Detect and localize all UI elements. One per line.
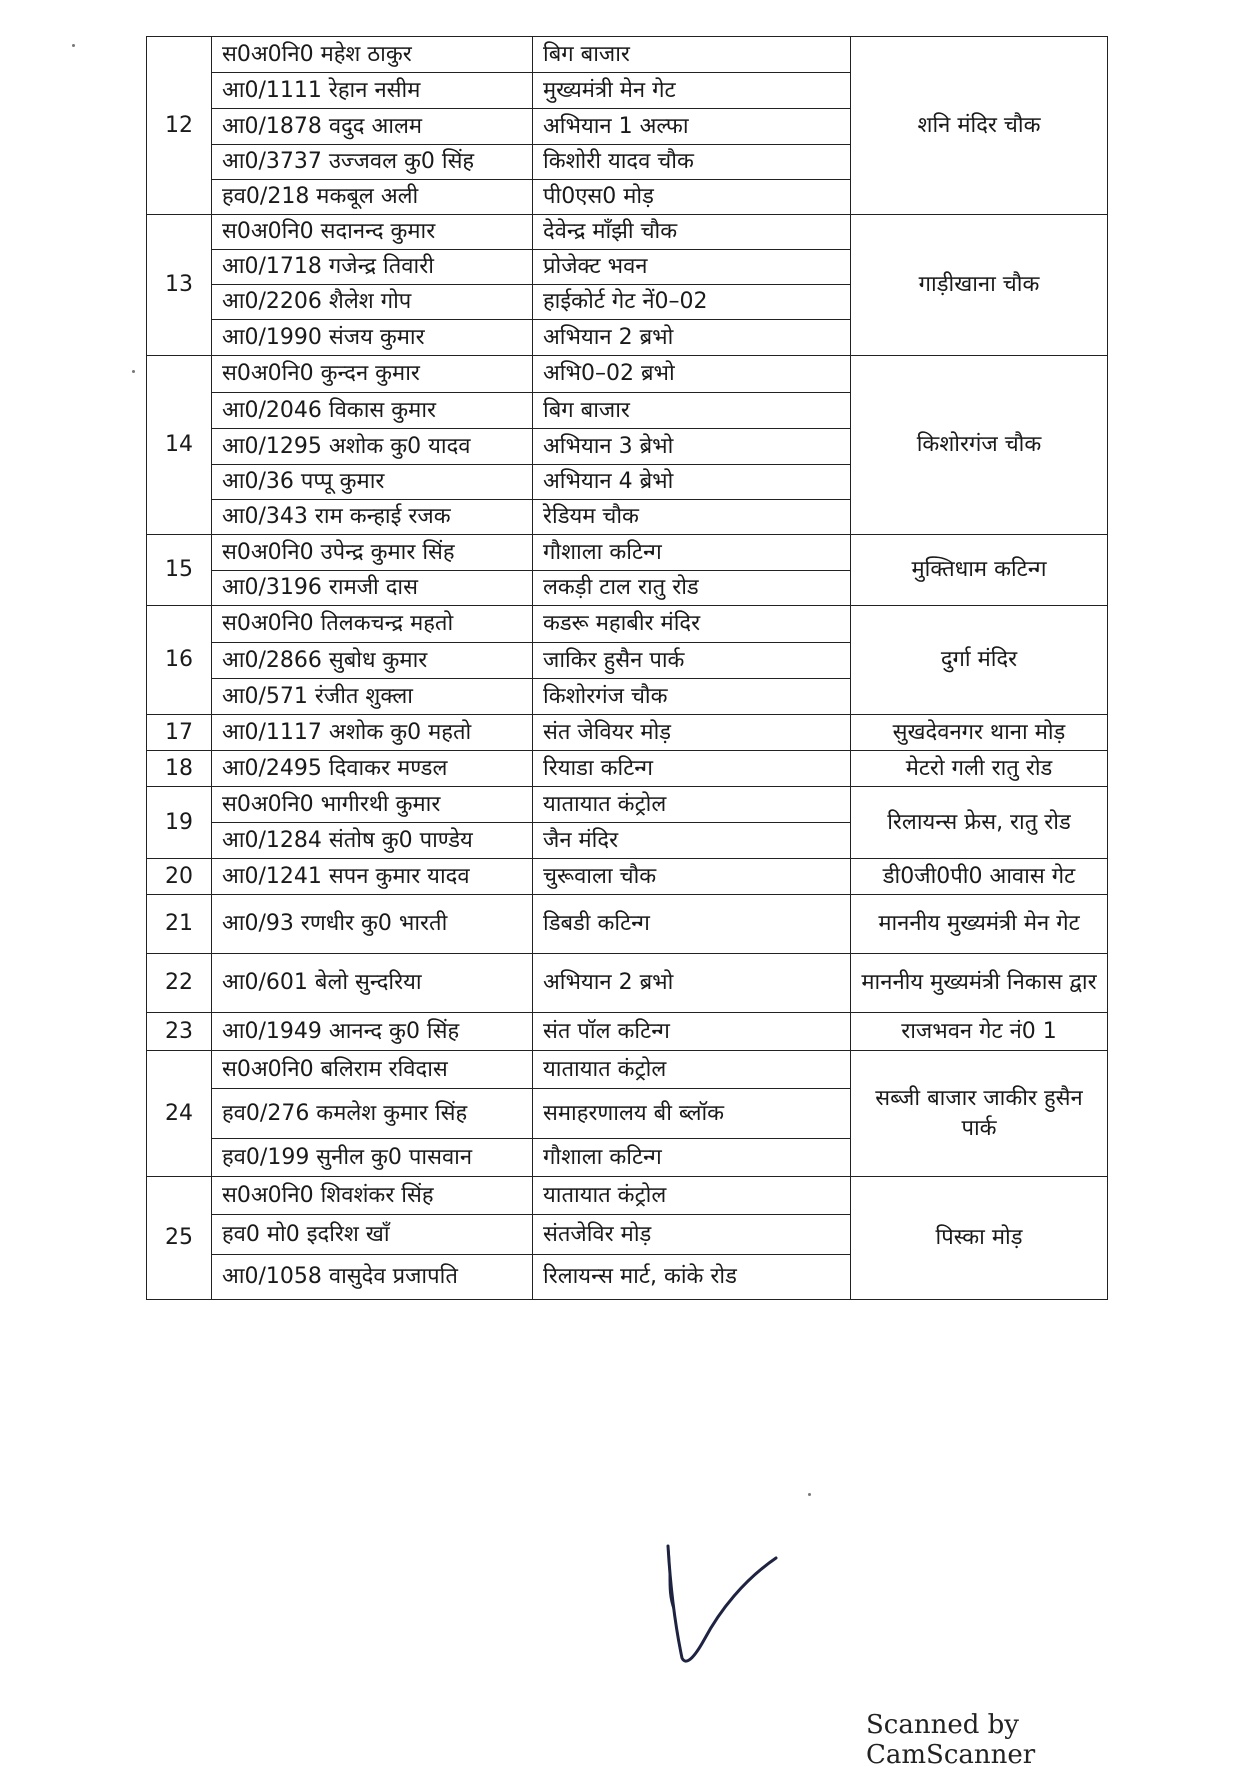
officer-name: आ0/1878 वदुद आलम xyxy=(212,109,533,145)
duty-location: संत जेवियर मोड़ xyxy=(533,715,851,751)
serial-number: 16 xyxy=(147,606,212,715)
table-row xyxy=(147,1051,1108,1089)
duty-location: जैन मंदिर xyxy=(533,823,851,859)
duty-location: रियाडा कटिन्ग xyxy=(533,751,851,787)
assigned-post: किशोरगंज चौक xyxy=(851,356,1108,535)
duty-location: अभि0–02 ब्रभो xyxy=(533,356,851,393)
assigned-post: पिस्का मोड़ xyxy=(851,1177,1108,1300)
duty-location: रिलायन्स मार्ट, कांके रोड xyxy=(533,1255,851,1300)
officer-name: आ0/1990 संजय कुमार xyxy=(212,320,533,356)
officer-name: आ0/343 राम कन्हाई रजक xyxy=(212,500,533,535)
table-row xyxy=(147,215,1108,250)
duty-location: लकड़ी टाल रातु रोड xyxy=(533,571,851,606)
officer-name: आ0/2046 विकास कुमार xyxy=(212,393,533,429)
serial-number: 13 xyxy=(147,215,212,356)
duty-location: अभियान 4 ब्रेभो xyxy=(533,465,851,500)
officer-name: स0अ0नि0 तिलकचन्द्र महतो xyxy=(212,606,533,643)
duty-location: जाकिर हुसैन पार्क xyxy=(533,643,851,679)
duty-location: चुरूवाला चौक xyxy=(533,859,851,895)
serial-number: 15 xyxy=(147,535,212,606)
table-row xyxy=(147,787,1108,823)
roster-body xyxy=(147,37,1108,1300)
serial-number: 23 xyxy=(147,1013,212,1051)
scan-speck xyxy=(132,370,135,373)
duty-location: प्रोजेक्ट भवन xyxy=(533,250,851,285)
duty-location: किशोरगंज चौक xyxy=(533,679,851,715)
officer-name: स0अ0नि0 सदानन्द कुमार xyxy=(212,215,533,250)
duty-location: अभियान 3 ब्रेभो xyxy=(533,429,851,465)
assigned-post: मेटरो गली रातु रोड xyxy=(851,751,1108,787)
duty-location: अभियान 2 ब्रभो xyxy=(533,320,851,356)
officer-name: आ0/1241 सपन कुमार यादव xyxy=(212,859,533,895)
officer-name: आ0/3196 रामजी दास xyxy=(212,571,533,606)
officer-name: आ0/36 पप्पू कुमार xyxy=(212,465,533,500)
duty-location: हाईकोर्ट गेट नें0–02 xyxy=(533,285,851,320)
officer-name: हव0/276 कमलेश कुमार सिंह xyxy=(212,1089,533,1139)
serial-number: 14 xyxy=(147,356,212,535)
officer-name: आ0/1284 संतोष कु0 पाण्डेय xyxy=(212,823,533,859)
table-row xyxy=(147,37,1108,73)
officer-name: स0अ0नि0 भागीरथी कुमार xyxy=(212,787,533,823)
duty-location: अभियान 2 ब्रभो xyxy=(533,954,851,1013)
officer-name: आ0/571 रंजीत शुक्ला xyxy=(212,679,533,715)
officer-name: आ0/2206 शैलेश गोप xyxy=(212,285,533,320)
table-row xyxy=(147,859,1108,895)
duty-location: पी0एस0 मोड़ xyxy=(533,180,851,215)
scanner-watermark: Scanned by CamScanner xyxy=(866,1710,1036,1770)
officer-name: आ0/3737 उज्जवल कु0 सिंह xyxy=(212,145,533,180)
table-row xyxy=(147,751,1108,787)
duty-location: गौशाला कटिन्ग xyxy=(533,535,851,571)
assigned-post: सुखदेवनगर थाना मोड़ xyxy=(851,715,1108,751)
officer-name: आ0/1111 रेहान नसीम xyxy=(212,73,533,109)
duty-location: बिग बाजार xyxy=(533,393,851,429)
officer-name: आ0/93 रणधीर कु0 भारती xyxy=(212,895,533,954)
assigned-post: रिलायन्स फ्रेस, रातु रोड xyxy=(851,787,1108,859)
duty-location: समाहरणालय बी ब्लॉक xyxy=(533,1089,851,1139)
serial-number: 24 xyxy=(147,1051,212,1177)
officer-name: आ0/2866 सुबोध कुमार xyxy=(212,643,533,679)
table-row xyxy=(147,606,1108,643)
signature-tick-mark xyxy=(660,1540,780,1670)
duty-roster-table xyxy=(146,36,1108,1300)
officer-name: स0अ0नि0 महेश ठाकुर xyxy=(212,37,533,73)
duty-location: गौशाला कटिन्ग xyxy=(533,1139,851,1177)
assigned-post: सब्जी बाजार जाकीर हुसैन पार्क xyxy=(851,1051,1108,1177)
assigned-post: मुक्तिधाम कटिन्ग xyxy=(851,535,1108,606)
officer-name: आ0/2495 दिवाकर मण्डल xyxy=(212,751,533,787)
assigned-post: माननीय मुख्यमंत्री निकास द्वार xyxy=(851,954,1108,1013)
table-row xyxy=(147,535,1108,571)
duty-location: यातायात कंट्रोल xyxy=(533,787,851,823)
table-row xyxy=(147,1177,1108,1215)
assigned-post: दुर्गा मंदिर xyxy=(851,606,1108,715)
duty-location: बिग बाजार xyxy=(533,37,851,73)
duty-location: किशोरी यादव चौक xyxy=(533,145,851,180)
assigned-post: माननीय मुख्यमंत्री मेन गेट xyxy=(851,895,1108,954)
serial-number: 18 xyxy=(147,751,212,787)
officer-name: आ0/1058 वासुदेव प्रजापति xyxy=(212,1255,533,1300)
officer-name: स0अ0नि0 उपेन्द्र कुमार सिंह xyxy=(212,535,533,571)
duty-location: मुख्यमंत्री मेन गेट xyxy=(533,73,851,109)
duty-location: संतजेविर मोड़ xyxy=(533,1215,851,1255)
assigned-post: शनि मंदिर चौक xyxy=(851,37,1108,215)
duty-location: यातायात कंट्रोल xyxy=(533,1177,851,1215)
officer-name: हव0/199 सुनील कु0 पासवान xyxy=(212,1139,533,1177)
duty-location: रेडियम चौक xyxy=(533,500,851,535)
scan-speck xyxy=(808,1493,811,1496)
officer-name: आ0/1117 अशोक कु0 महतो xyxy=(212,715,533,751)
officer-name: हव0/218 मकबूल अली xyxy=(212,180,533,215)
serial-number: 20 xyxy=(147,859,212,895)
table-row xyxy=(147,895,1108,954)
table-row xyxy=(147,1013,1108,1051)
duty-location: संत पॉल कटिन्ग xyxy=(533,1013,851,1051)
table-row xyxy=(147,356,1108,393)
officer-name: आ0/1949 आनन्द कु0 सिंह xyxy=(212,1013,533,1051)
scan-speck xyxy=(72,44,75,47)
serial-number: 19 xyxy=(147,787,212,859)
serial-number: 21 xyxy=(147,895,212,954)
duty-location: कडरू महाबीर मंदिर xyxy=(533,606,851,643)
officer-name: स0अ0नि0 शिवशंकर सिंह xyxy=(212,1177,533,1215)
assigned-post: डी0जी0पी0 आवास गेट xyxy=(851,859,1108,895)
duty-location: यातायात कंट्रोल xyxy=(533,1051,851,1089)
officer-name: आ0/601 बेलो सुन्दरिया xyxy=(212,954,533,1013)
table-row xyxy=(147,715,1108,751)
officer-name: आ0/1718 गजेन्द्र तिवारी xyxy=(212,250,533,285)
officer-name: आ0/1295 अशोक कु0 यादव xyxy=(212,429,533,465)
assigned-post: गाड़ीखाना चौक xyxy=(851,215,1108,356)
table-row xyxy=(147,954,1108,1013)
officer-name: स0अ0नि0 कुन्दन कुमार xyxy=(212,356,533,393)
serial-number: 17 xyxy=(147,715,212,751)
serial-number: 22 xyxy=(147,954,212,1013)
officer-name: स0अ0नि0 बलिराम रविदास xyxy=(212,1051,533,1089)
serial-number: 12 xyxy=(147,37,212,215)
duty-location: अभियान 1 अल्फा xyxy=(533,109,851,145)
duty-location: देवेन्द्र माँझी चौक xyxy=(533,215,851,250)
duty-location: डिबडी कटिन्ग xyxy=(533,895,851,954)
assigned-post: राजभवन गेट नं0 1 xyxy=(851,1013,1108,1051)
serial-number: 25 xyxy=(147,1177,212,1300)
officer-name: हव0 मो0 इदरिश खाँ xyxy=(212,1215,533,1255)
